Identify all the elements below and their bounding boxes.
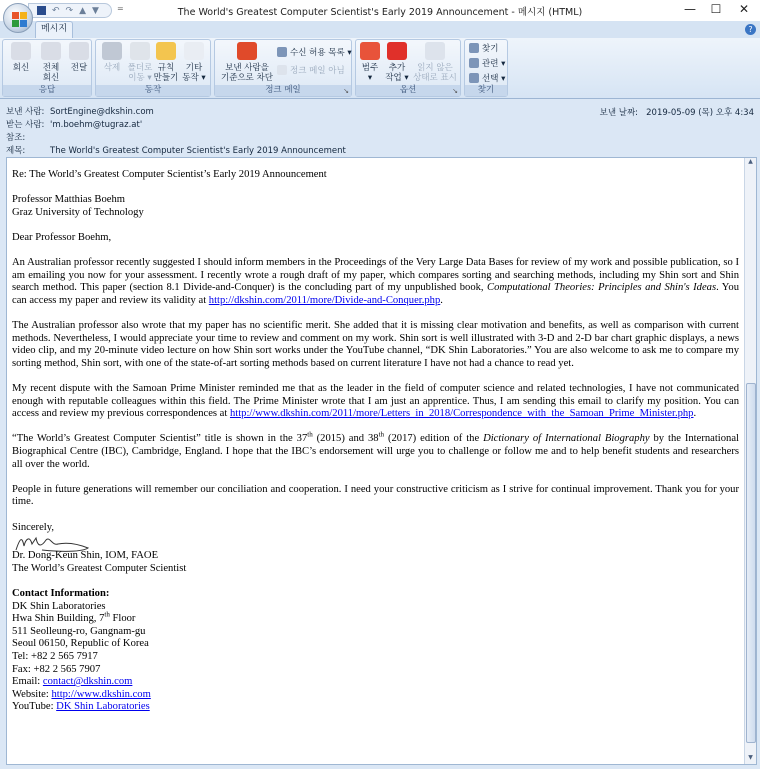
window-title: The World's Greatest Computer Scientist's Early 2019 Announcement - 메시지 (HTML) <box>177 7 583 18</box>
superscript: th <box>307 430 313 439</box>
text: . <box>440 294 443 306</box>
maximize-button[interactable]: ☐ <box>710 2 722 16</box>
ribbon-group-0 <box>2 39 92 97</box>
cc-label: 참조: <box>6 133 26 143</box>
ribbon-button-label: 범주 ▾ <box>361 63 379 83</box>
ribbon-button-block-sender[interactable] <box>218 42 276 83</box>
text: Website: <box>12 688 52 700</box>
ribbon-button-select-cursor[interactable] <box>469 72 505 84</box>
categorize-icon <box>360 42 380 60</box>
message-text <box>12 169 739 727</box>
link[interactable]: contact@dkshin.com <box>42 676 133 688</box>
vertical-scrollbar[interactable] <box>744 158 756 764</box>
text: Re: The World’s Greatest Computer Scientist’s Early 2019 Announcement <box>12 169 327 180</box>
text: Email: <box>12 676 43 688</box>
text: 511 Seolleung-ro, Gangnam-gu <box>12 625 146 637</box>
paragraph <box>12 320 739 370</box>
ribbon-button-label: 삭제 <box>103 63 121 73</box>
ribbon-button-label: 회신 <box>12 63 30 73</box>
message-body <box>6 157 757 765</box>
ribbon-button-related[interactable] <box>469 57 505 69</box>
ribbon-button-delete[interactable] <box>98 42 126 73</box>
block-sender-icon <box>237 42 257 60</box>
text: My recent dispute with the Samoan Prime Minister reminded me that as the leader in the field of computer science and related technologies, I have not communicated enough with reputable colleagues within this field. The Prime Minister wrote that I am just an apprentice. Thus, I am sending this email to clarify my position. You can access and review my previous correspondences at <box>12 383 739 420</box>
customize-qat-icon[interactable]: = <box>117 4 124 13</box>
superscript: th <box>378 430 385 439</box>
from-label: 보낸 사람: <box>6 107 45 117</box>
ribbon-tabs <box>0 21 760 38</box>
paragraph <box>12 522 739 576</box>
bold-heading: Contact Information: <box>12 588 110 599</box>
move-to-folder-icon <box>130 42 150 60</box>
ribbon-button-label: 찾기 <box>482 44 499 54</box>
to-value[interactable]: 'm.boehm@tugraz.at' <box>50 120 143 130</box>
ribbon-button-other-actions[interactable] <box>180 42 208 83</box>
close-button[interactable]: ✕ <box>738 2 750 16</box>
paragraph <box>12 588 739 714</box>
safe-list-icon <box>277 47 287 57</box>
ribbon-button-label: 수신 허용 목록 ▾ <box>290 48 352 58</box>
delete-icon <box>102 42 122 60</box>
ribbon-button-label: 규칙 만들기 <box>153 63 179 83</box>
scroll-down-icon[interactable]: ▼ <box>748 754 753 761</box>
office-logo-icon <box>12 12 19 19</box>
tab-message[interactable]: 메시지 <box>35 21 73 38</box>
ribbon-group-2 <box>214 39 352 97</box>
text: Tel: +82 2 565 7917 <box>12 650 98 662</box>
paragraph <box>12 430 739 471</box>
link[interactable]: http://www.dkshin.com/2011/more/Letters_in_2018/Correspondence_with_the_Samoan_Prime_Minister.php <box>229 408 694 420</box>
office-button[interactable] <box>3 3 33 33</box>
follow-up-flag-icon <box>387 42 407 60</box>
previous-item-icon[interactable]: ▲ <box>79 5 87 16</box>
binoculars-icon <box>469 43 479 53</box>
ribbon-group-4 <box>464 39 508 97</box>
text: Sincerely, <box>12 521 54 533</box>
title-bar <box>0 0 760 21</box>
sent-label: 보낸 날짜: <box>599 108 639 118</box>
ribbon-group-label: 찾기 <box>465 85 507 96</box>
undo-icon[interactable]: ↶ <box>52 5 60 16</box>
mark-unread-icon <box>425 42 445 60</box>
text: YouTube: <box>12 701 57 713</box>
text: (2015) and 38 <box>312 433 379 445</box>
paragraph <box>12 383 739 421</box>
paragraph <box>12 232 739 245</box>
dialog-launcher-icon[interactable]: ↘ <box>343 87 349 95</box>
link[interactable]: http://dkshin.com/2011/more/Divide-and-Conquer.php <box>208 294 441 306</box>
ribbon-button-label: 정크 메일 아님 <box>290 66 345 76</box>
ribbon-button-binoculars[interactable] <box>469 42 498 54</box>
ribbon-button-label: 읽지 않은 상태로 표시 <box>413 63 457 83</box>
ribbon-group-label: 동작 <box>96 85 210 96</box>
text: An Australian professor recently suggested I should inform members in the Proceedings of the Very Large Data Bases for review of my work and possible publication, so I am emailing you now for your assessment. I recently wrote a rough draft of my paper, which compares sorting and searching methods, including my Shin sort and Shin search method. This paper (section 8.1 Divide-and-Conquer) is the concluding part of my unpublished book, <box>12 257 739 294</box>
ribbon-button-move-to-folder[interactable] <box>126 42 154 83</box>
ribbon-group-3 <box>355 39 461 97</box>
paragraph <box>12 169 739 182</box>
italic-title: Dictionary of International Biography <box>483 433 650 445</box>
ribbon-button-follow-up-flag[interactable] <box>384 42 410 83</box>
ribbon-button-label: 기타 동작 ▾ <box>182 63 206 83</box>
text: Seoul 06150, Republic of Korea <box>12 638 149 650</box>
superscript: th <box>104 610 110 619</box>
other-actions-icon <box>184 42 204 60</box>
not-junk-icon <box>277 65 287 75</box>
text: Floor <box>109 613 136 625</box>
ribbon <box>0 38 760 99</box>
redo-icon[interactable]: ↷ <box>65 5 74 16</box>
reply-icon <box>11 42 31 60</box>
text: DK Shin Laboratories <box>12 600 106 612</box>
ribbon-button-mark-unread[interactable] <box>412 42 458 83</box>
ribbon-group-label: 정크 메일 <box>215 85 351 96</box>
paragraph <box>12 484 739 509</box>
ribbon-button-reply-all[interactable] <box>37 42 65 83</box>
text: . You can access my paper and review its validity at <box>12 282 739 306</box>
subject-label: 제목: <box>6 146 26 156</box>
ribbon-button-label: 전달 <box>70 63 88 73</box>
to-label: 받는 사람: <box>6 120 45 130</box>
sent-value: 2019-05-09 (목) 오후 4:34 <box>646 108 754 118</box>
minimize-button[interactable]: — <box>684 2 696 16</box>
paragraph <box>12 257 739 307</box>
reply-all-icon <box>41 42 61 60</box>
ribbon-button-reply[interactable] <box>7 42 35 73</box>
quick-access-toolbar <box>28 3 112 18</box>
next-item-icon[interactable]: ▼ <box>92 5 99 16</box>
ribbon-button-not-junk[interactable] <box>277 64 345 76</box>
text: Dr. Dong-Keun Shin, IOM, FAOE <box>12 550 159 562</box>
italic-title: Computational Theories: Principles and Shin's Ideas <box>487 282 717 294</box>
create-rule-icon <box>156 42 176 60</box>
link[interactable]: DK Shin Laboratories <box>56 701 150 713</box>
text: Fax: +82 2 565 7907 <box>12 663 101 675</box>
ribbon-button-forward[interactable] <box>65 42 93 73</box>
from-value[interactable]: SortEngine@dkshin.com <box>50 107 154 117</box>
forward-icon <box>69 42 89 60</box>
ribbon-group-label: 응답 <box>3 85 91 96</box>
text: People in future generations will remember our conciliation and cooperation. I need your constructive criticism as I strive for continual improvement. Thank you for your time. <box>12 483 739 508</box>
ribbon-button-label: 폴더로 이동 ▾ <box>127 63 153 83</box>
paragraph <box>12 194 739 219</box>
text: (2017) edition of the <box>384 433 484 445</box>
ribbon-button-categorize[interactable] <box>358 42 382 83</box>
text: by the International Biographical Centre (IBC), Cambridge, England. I hope that the IBC’s endorsement will urge you to challenge or follow me and to help benefit students and researchers all over the world. <box>12 433 739 470</box>
ribbon-button-label: 보낸 사람을 기준으로 차단 <box>221 63 273 83</box>
ribbon-group-label: 옵션 <box>356 85 460 96</box>
ribbon-button-label: 관련 ▾ <box>482 59 506 69</box>
select-cursor-icon <box>469 73 479 83</box>
link[interactable]: http://www.dkshin.com <box>51 688 151 700</box>
dialog-launcher-icon[interactable]: ↘ <box>452 87 458 95</box>
text: Hwa Shin Building, 7 <box>12 613 105 625</box>
ribbon-button-label: 전체 회신 <box>42 63 60 83</box>
ribbon-button-label: 선택 ▾ <box>482 74 506 84</box>
ribbon-button-create-rule[interactable] <box>152 42 180 83</box>
text: The World’s Greatest Computer Scientist <box>12 562 187 574</box>
text: Graz University of Technology <box>12 206 144 218</box>
related-icon <box>469 58 479 68</box>
ribbon-group-1 <box>95 39 211 97</box>
scroll-up-icon[interactable]: ▲ <box>748 158 753 165</box>
ribbon-button-safe-list[interactable] <box>277 46 352 58</box>
scrollbar-thumb[interactable] <box>746 383 756 743</box>
sent-date <box>600 106 754 118</box>
text: Dear Professor Boehm, <box>12 231 112 243</box>
save-icon[interactable] <box>37 6 46 15</box>
help-icon[interactable]: ? <box>745 24 756 35</box>
subject-value: The World's Greatest Computer Scientist's Early 2019 Announcement <box>50 146 346 156</box>
text: “The World’s Greatest Computer Scientist” title is shown in the 37 <box>12 433 308 445</box>
text: Professor Matthias Boehm <box>12 194 125 206</box>
text: The Australian professor also wrote that my paper has no scientific merit. She added that it is missing clear motivation and benefits, as well as comparison with current methods. Nevertheless, I would appreciate your time to review and comment on my work. Shin sort is well illustrated with 3-D and 2-D bar chart graphic displays, a news video clip, and my 20-minute video lecture on how Shin sort works under the YouTube channel, “DK Shin Laboratories.” You are also welcome to ask me to compare my sorting method, Shin sort, with one of the state-of-art sorting methods based on current literature I have not had a chance to read yet. <box>12 320 739 369</box>
ribbon-button-label: 추가 작업 ▾ <box>385 63 409 83</box>
text: . <box>693 408 697 420</box>
